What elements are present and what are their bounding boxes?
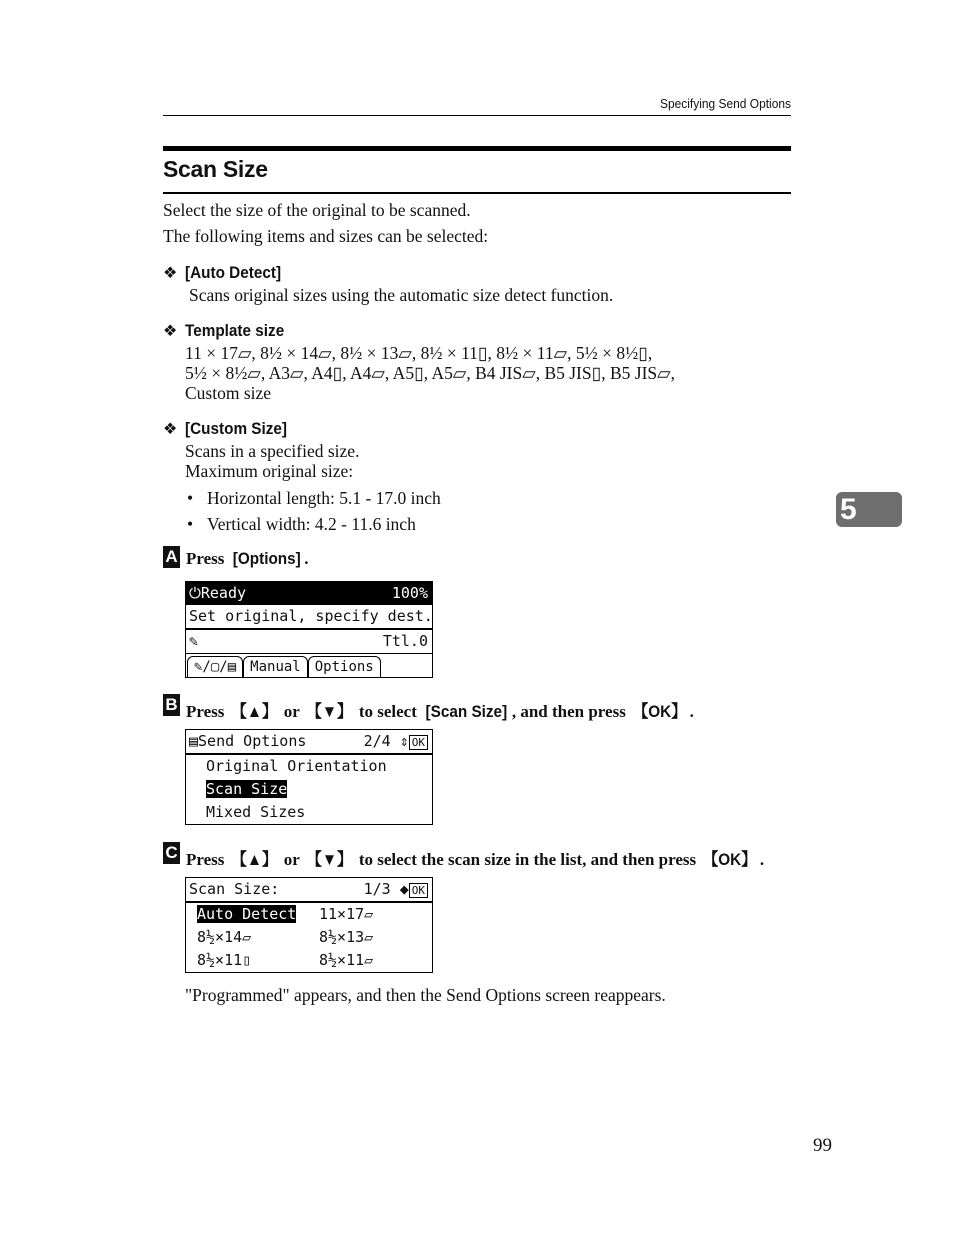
section-rule xyxy=(163,146,791,151)
size-grid-row xyxy=(186,949,432,972)
running-header: Specifying Send Options xyxy=(660,96,791,111)
lcd-status: Ready xyxy=(200,584,247,602)
custom-size-line-2: Maximum original size: xyxy=(185,461,354,481)
list-bullet: • xyxy=(187,488,194,508)
step-2-icon: B xyxy=(163,694,180,716)
options-softkey[interactable]: Options xyxy=(308,656,381,677)
menu-item-mixed-sizes[interactable]: Mixed Sizes xyxy=(206,802,306,821)
ok-button[interactable]: OK xyxy=(409,735,428,750)
step-3-text: Press 【▲】 or 【▼】 to select the scan size in the list, and then press 【OK】 . xyxy=(186,850,765,869)
item-label-custom-size: [Custom Size] xyxy=(185,419,288,438)
template-size-line-3: Custom size xyxy=(185,383,272,403)
chapter-tab: 5 xyxy=(836,492,902,527)
lcd-page: 1/3 xyxy=(363,880,391,898)
step-2-text: Press 【▲】 or 【▼】 to select [Scan Size] , and then press 【OK】 . xyxy=(186,702,694,721)
page-number: 99 xyxy=(813,1135,832,1156)
manual-softkey[interactable]: Manual xyxy=(243,656,308,677)
lcd-zoom: 100% xyxy=(391,584,428,602)
size-option[interactable]: 8½×11▯ xyxy=(197,950,252,969)
size-option[interactable]: 8½×11▱ xyxy=(319,950,374,969)
size-option[interactable]: 11×17▱ xyxy=(319,904,374,923)
section-title: Scan Size xyxy=(163,156,268,182)
custom-size-vertical: Vertical width: 4.2 - 11.6 inch xyxy=(207,514,416,534)
lcd-title-row xyxy=(186,878,432,901)
lcd-screen-ready xyxy=(185,581,433,678)
lcd-message: Set original, specify dest. xyxy=(189,607,433,625)
size-grid-row xyxy=(186,903,432,926)
item-bullet-icon: ❖ xyxy=(163,323,178,340)
updown-arrow-icon: ⇕ xyxy=(399,732,409,750)
menu-item-original-orientation[interactable]: Original Orientation xyxy=(206,756,387,775)
size-grid-row xyxy=(186,926,432,949)
intro-line-1: Select the size of the original to be scanned. xyxy=(163,200,471,220)
item-label-auto-detect: [Auto Detect] xyxy=(185,263,282,282)
lcd-total-row xyxy=(186,630,432,653)
template-size-line-2: 5½ × 8½▱, A3▱, A4▯, A4▱, A5▯, A5▱, B4 JIS▱, B5 JIS▯, B5 JIS▱, xyxy=(185,363,675,383)
lcd-title-row xyxy=(186,730,432,753)
lcd-softkey-row xyxy=(186,654,432,677)
size-option[interactable]: 8½×14▱ xyxy=(197,927,252,946)
list-icon: ▤ xyxy=(189,732,199,750)
title-underline xyxy=(163,192,791,194)
lcd-page: 2/4 xyxy=(363,732,391,750)
lcd-send-options xyxy=(185,729,433,825)
result-note: "Programmed" appears, and then the Send Options screen reappears. xyxy=(185,985,666,1005)
size-option[interactable]: 8½×13▱ xyxy=(319,927,374,946)
header-rule xyxy=(163,115,791,116)
item-text-auto-detect: Scans original sizes using the automatic size detect function. xyxy=(189,285,614,305)
lcd-title: Send Options xyxy=(198,732,307,750)
item-label-template-size: Template size xyxy=(185,321,285,340)
list-bullet: • xyxy=(187,514,194,534)
intro-line-2: The following items and sizes can be selected: xyxy=(163,226,489,246)
lcd-title: Scan Size: xyxy=(189,880,280,898)
template-size-line-1: 11 × 17▱, 8½ × 14▱, 8½ × 13▱, 8½ × 11▯, 8½ × 11▱, 5½ × 8½▯, xyxy=(185,343,653,363)
item-bullet-icon: ❖ xyxy=(163,265,178,282)
step-3-icon: C xyxy=(163,842,180,864)
step-1-icon: A xyxy=(163,546,180,568)
item-bullet-icon: ❖ xyxy=(163,421,178,438)
lcd-total: Ttl.0 xyxy=(382,631,428,650)
menu-item-scan-size[interactable]: Scan Size xyxy=(206,779,288,798)
lcd-scan-size xyxy=(185,877,433,973)
custom-size-line-1: Scans in a specified size. xyxy=(185,441,360,461)
destination-icon: ✎ xyxy=(189,631,199,650)
ok-button[interactable]: OK xyxy=(409,883,428,898)
power-icon: ⏻ xyxy=(189,584,201,602)
custom-size-horizontal: Horizontal length: 5.1 - 17.0 inch xyxy=(207,488,441,508)
lcd-status-bar xyxy=(186,582,432,605)
four-way-arrow-icon: ◆ xyxy=(399,880,409,898)
mode-icons[interactable]: ✎/▢/▤ xyxy=(187,656,243,677)
size-option-auto-detect[interactable]: Auto Detect xyxy=(197,904,297,923)
step-1-text: Press [Options] . xyxy=(186,549,309,568)
